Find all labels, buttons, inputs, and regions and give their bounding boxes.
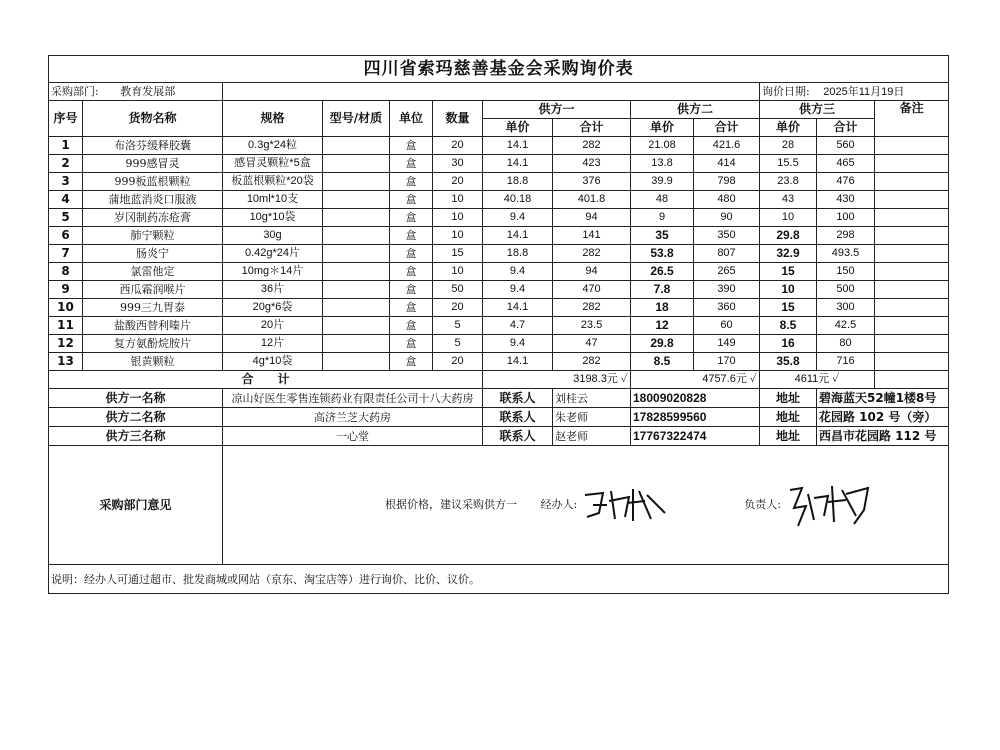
row-price-1: 9.4 <box>483 209 553 227</box>
row-price-1: 14.1 <box>483 299 553 317</box>
total-supplier-2: 4757.6元 ✓ <box>631 371 760 389</box>
row-total-2: 798 <box>694 173 760 191</box>
row-total-1: 23.5 <box>553 317 631 335</box>
header-total-1: 合计 <box>553 119 631 137</box>
supplier-label: 供方三名称 <box>49 427 223 446</box>
row-model <box>323 191 390 209</box>
row-price-3: 16 <box>760 335 817 353</box>
row-price-1: 14.1 <box>483 155 553 173</box>
table-row <box>49 209 949 227</box>
row-total-1: 282 <box>553 299 631 317</box>
row-name: 蒲地蓝消炎口服液 <box>83 191 223 209</box>
total-supplier-1: 3198.3元 ✓ <box>483 371 631 389</box>
row-price-2: 12 <box>631 317 694 335</box>
table-row <box>49 281 949 299</box>
row-name: 盐酸西替利嗪片 <box>83 317 223 335</box>
row-price-2: 18 <box>631 299 694 317</box>
row-total-3: 150 <box>817 263 875 281</box>
address-value: 碧海蓝天52幢1楼8号 <box>817 389 949 408</box>
row-model <box>323 263 390 281</box>
row-price-2: 29.8 <box>631 335 694 353</box>
row-remark <box>875 281 949 299</box>
row-seq: 2 <box>49 155 83 173</box>
row-seq: 10 <box>49 299 83 317</box>
header-seq: 序号 <box>49 101 83 137</box>
supplier-name: 凉山好医生零售连锁药业有限责任公司十八大药房 <box>223 389 483 408</box>
row-name: 肺宁颗粒 <box>83 227 223 245</box>
row-seq: 4 <box>49 191 83 209</box>
supplier-rows <box>49 389 949 446</box>
row-total-2: 421.6 <box>694 137 760 155</box>
dept-cell <box>49 83 223 101</box>
total-label: 合 计 <box>49 371 483 389</box>
row-price-1: 18.8 <box>483 245 553 263</box>
handler-signature <box>581 483 671 527</box>
row-price-1: 14.1 <box>483 137 553 155</box>
header-name: 货物名称 <box>83 101 223 137</box>
row-qty: 10 <box>433 227 483 245</box>
date-value: 2025年11月19日 <box>823 85 905 98</box>
header-unit: 单位 <box>390 101 433 137</box>
row-total-3: 476 <box>817 173 875 191</box>
row-unit: 盒 <box>390 299 433 317</box>
address-label: 地址 <box>760 408 817 427</box>
row-model <box>323 155 390 173</box>
row-price-2: 39.9 <box>631 173 694 191</box>
table-row <box>49 263 949 281</box>
contact-label: 联系人 <box>483 408 553 427</box>
row-qty: 5 <box>433 335 483 353</box>
header-price-2: 单价 <box>631 119 694 137</box>
row-total-3: 465 <box>817 155 875 173</box>
address-value: 西昌市花园路 112 号 <box>817 427 949 446</box>
leader-label: 负责人: <box>744 498 781 511</box>
contact-label: 联系人 <box>483 427 553 446</box>
row-total-2: 480 <box>694 191 760 209</box>
row-name: 999三九胃泰 <box>83 299 223 317</box>
row-name: 肠炎宁 <box>83 245 223 263</box>
row-price-3: 15.5 <box>760 155 817 173</box>
row-total-1: 94 <box>553 209 631 227</box>
row-remark <box>875 173 949 191</box>
table-row <box>49 299 949 317</box>
row-qty: 10 <box>433 263 483 281</box>
row-price-2: 35 <box>631 227 694 245</box>
row-total-1: 470 <box>553 281 631 299</box>
row-qty: 15 <box>433 245 483 263</box>
row-spec: 30g <box>223 227 323 245</box>
row-total-1: 401.8 <box>553 191 631 209</box>
row-seq: 7 <box>49 245 83 263</box>
form-title: 四川省索玛慈善基金会采购询价表 <box>49 56 949 83</box>
row-total-1: 141 <box>553 227 631 245</box>
row-spec: 感冒灵颗粒*5盒 <box>223 155 323 173</box>
contact-phone: 17828599560 <box>631 408 760 427</box>
contact-phone: 18009020828 <box>631 389 760 408</box>
row-spec: 20片 <box>223 317 323 335</box>
row-total-1: 94 <box>553 263 631 281</box>
row-total-3: 716 <box>817 353 875 371</box>
row-spec: 0.42g*24片 <box>223 245 323 263</box>
table-row <box>49 335 949 353</box>
row-unit: 盒 <box>390 209 433 227</box>
row-qty: 20 <box>433 137 483 155</box>
row-price-1: 14.1 <box>483 353 553 371</box>
header-supplier-1: 供方一 <box>483 101 631 119</box>
contact-label: 联系人 <box>483 389 553 408</box>
row-remark <box>875 227 949 245</box>
row-model <box>323 353 390 371</box>
row-remark <box>875 335 949 353</box>
row-price-2: 9 <box>631 209 694 227</box>
table-row <box>49 227 949 245</box>
row-name: 复方氨酚烷胺片 <box>83 335 223 353</box>
row-unit: 盒 <box>390 155 433 173</box>
row-total-2: 807 <box>694 245 760 263</box>
row-price-3: 23.8 <box>760 173 817 191</box>
address-label: 地址 <box>760 389 817 408</box>
contact-name: 赵老师 <box>553 427 631 446</box>
row-spec: 0.3g*24粒 <box>223 137 323 155</box>
row-remark <box>875 353 949 371</box>
header-supplier-2: 供方二 <box>631 101 760 119</box>
row-total-1: 282 <box>553 353 631 371</box>
row-remark <box>875 155 949 173</box>
row-price-2: 48 <box>631 191 694 209</box>
row-seq: 1 <box>49 137 83 155</box>
row-total-2: 265 <box>694 263 760 281</box>
row-seq: 3 <box>49 173 83 191</box>
address-label: 地址 <box>760 427 817 446</box>
header-remark: 备注 <box>875 101 949 137</box>
row-price-2: 26.5 <box>631 263 694 281</box>
row-unit: 盒 <box>390 335 433 353</box>
row-name: 银黄颗粒 <box>83 353 223 371</box>
row-price-3: 15 <box>760 299 817 317</box>
row-total-3: 560 <box>817 137 875 155</box>
date-cell <box>760 83 949 101</box>
table-row <box>49 353 949 371</box>
table-row <box>49 317 949 335</box>
total-supplier-3: 4611元 ✓ <box>760 371 875 389</box>
row-seq: 9 <box>49 281 83 299</box>
inquiry-form <box>48 55 948 594</box>
row-remark <box>875 209 949 227</box>
supplier-name: 高济兰芝大药房 <box>223 408 483 427</box>
row-total-2: 360 <box>694 299 760 317</box>
header-total-3: 合计 <box>817 119 875 137</box>
table-row <box>49 137 949 155</box>
row-qty: 20 <box>433 353 483 371</box>
opinion-cell <box>223 446 949 565</box>
row-total-3: 42.5 <box>817 317 875 335</box>
row-unit: 盒 <box>390 317 433 335</box>
row-name: 布洛芬缓释胶囊 <box>83 137 223 155</box>
row-price-1: 40.18 <box>483 191 553 209</box>
table-row <box>49 245 949 263</box>
row-seq: 11 <box>49 317 83 335</box>
supplier-row <box>49 389 949 408</box>
row-price-1: 9.4 <box>483 281 553 299</box>
row-unit: 盒 <box>390 281 433 299</box>
row-price-1: 14.1 <box>483 227 553 245</box>
row-name: 西瓜霜润喉片 <box>83 281 223 299</box>
row-total-2: 170 <box>694 353 760 371</box>
header-spec: 规格 <box>223 101 323 137</box>
row-seq: 5 <box>49 209 83 227</box>
leader-signature <box>784 480 874 530</box>
row-price-3: 35.8 <box>760 353 817 371</box>
header-price-1: 单价 <box>483 119 553 137</box>
row-price-3: 43 <box>760 191 817 209</box>
row-price-1: 9.4 <box>483 335 553 353</box>
row-seq: 13 <box>49 353 83 371</box>
row-spec: 36片 <box>223 281 323 299</box>
row-model <box>323 137 390 155</box>
row-price-2: 8.5 <box>631 353 694 371</box>
row-price-1: 18.8 <box>483 173 553 191</box>
dept-label: 采购部门: <box>51 85 99 98</box>
row-spec: 板蓝根颗粒*20袋 <box>223 173 323 191</box>
address-value: 花园路 102 号（旁） <box>817 408 949 427</box>
item-rows <box>49 137 949 371</box>
row-total-2: 90 <box>694 209 760 227</box>
row-price-3: 28 <box>760 137 817 155</box>
row-price-3: 10 <box>760 281 817 299</box>
row-seq: 8 <box>49 263 83 281</box>
header-total-2: 合计 <box>694 119 760 137</box>
row-qty: 10 <box>433 191 483 209</box>
row-remark <box>875 191 949 209</box>
handler-label: 经办人: <box>540 498 578 511</box>
supplier-row <box>49 427 949 446</box>
row-spec: 20g*6袋 <box>223 299 323 317</box>
row-remark <box>875 317 949 335</box>
row-qty: 30 <box>433 155 483 173</box>
inquiry-table <box>48 55 949 594</box>
row-seq: 6 <box>49 227 83 245</box>
row-unit: 盒 <box>390 173 433 191</box>
row-unit: 盒 <box>390 227 433 245</box>
row-total-3: 80 <box>817 335 875 353</box>
row-total-3: 298 <box>817 227 875 245</box>
row-unit: 盒 <box>390 137 433 155</box>
header-price-3: 单价 <box>760 119 817 137</box>
row-model <box>323 173 390 191</box>
contact-name: 刘桂云 <box>553 389 631 408</box>
note-text: 说明：经办人可通过超市、批发商城或网站（京东、淘宝店等）进行询价、比价、议价。 <box>49 565 949 594</box>
row-spec: 10mg＊14片 <box>223 263 323 281</box>
row-total-3: 300 <box>817 299 875 317</box>
row-total-2: 390 <box>694 281 760 299</box>
row-total-1: 376 <box>553 173 631 191</box>
row-total-1: 282 <box>553 137 631 155</box>
row-total-3: 500 <box>817 281 875 299</box>
contact-name: 朱老师 <box>553 408 631 427</box>
row-remark <box>875 299 949 317</box>
supplier-name: 一心堂 <box>223 427 483 446</box>
row-total-2: 60 <box>694 317 760 335</box>
row-price-2: 13.8 <box>631 155 694 173</box>
row-model <box>323 209 390 227</box>
row-model <box>323 245 390 263</box>
supplier-label: 供方一名称 <box>49 389 223 408</box>
row-spec: 10g*10袋 <box>223 209 323 227</box>
row-total-3: 493.5 <box>817 245 875 263</box>
row-total-1: 47 <box>553 335 631 353</box>
row-model <box>323 281 390 299</box>
row-spec: 12片 <box>223 335 323 353</box>
row-total-3: 430 <box>817 191 875 209</box>
row-price-3: 29.8 <box>760 227 817 245</box>
table-row <box>49 173 949 191</box>
row-price-3: 10 <box>760 209 817 227</box>
row-unit: 盒 <box>390 263 433 281</box>
opinion-label: 采购部门意见 <box>49 446 223 565</box>
row-total-1: 282 <box>553 245 631 263</box>
row-name: 氯雷他定 <box>83 263 223 281</box>
row-name: 岁冈制药冻疮膏 <box>83 209 223 227</box>
row-unit: 盒 <box>390 353 433 371</box>
supplier-label: 供方二名称 <box>49 408 223 427</box>
dept-value: 教育发展部 <box>120 85 176 98</box>
row-total-2: 350 <box>694 227 760 245</box>
header-qty: 数量 <box>433 101 483 137</box>
table-row <box>49 191 949 209</box>
row-model <box>323 299 390 317</box>
row-qty: 50 <box>433 281 483 299</box>
row-price-1: 4.7 <box>483 317 553 335</box>
date-label: 询价日期: <box>762 84 810 98</box>
row-qty: 20 <box>433 173 483 191</box>
row-remark <box>875 137 949 155</box>
row-qty: 20 <box>433 299 483 317</box>
row-price-2: 21.08 <box>631 137 694 155</box>
row-unit: 盒 <box>390 245 433 263</box>
header-model: 型号/材质 <box>323 101 390 137</box>
row-qty: 5 <box>433 317 483 335</box>
row-unit: 盒 <box>390 191 433 209</box>
row-name: 999板蓝根颗粒 <box>83 173 223 191</box>
supplier-row <box>49 408 949 427</box>
row-remark <box>875 263 949 281</box>
row-price-2: 53.8 <box>631 245 694 263</box>
row-total-2: 414 <box>694 155 760 173</box>
contact-phone: 17767322474 <box>631 427 760 446</box>
row-price-3: 15 <box>760 263 817 281</box>
row-price-2: 7.8 <box>631 281 694 299</box>
row-spec: 4g*10袋 <box>223 353 323 371</box>
row-total-2: 149 <box>694 335 760 353</box>
row-model <box>323 317 390 335</box>
opinion-text: 根据价格，建议采购供方一 <box>385 498 517 511</box>
table-row <box>49 155 949 173</box>
row-remark <box>875 245 949 263</box>
header-supplier-3: 供方三 <box>760 101 875 119</box>
row-seq: 12 <box>49 335 83 353</box>
row-model <box>323 227 390 245</box>
row-spec: 10ml*10支 <box>223 191 323 209</box>
row-total-3: 100 <box>817 209 875 227</box>
row-qty: 10 <box>433 209 483 227</box>
row-name: 999感冒灵 <box>83 155 223 173</box>
row-total-1: 423 <box>553 155 631 173</box>
row-price-1: 9.4 <box>483 263 553 281</box>
row-price-3: 32.9 <box>760 245 817 263</box>
row-price-3: 8.5 <box>760 317 817 335</box>
row-model <box>323 335 390 353</box>
